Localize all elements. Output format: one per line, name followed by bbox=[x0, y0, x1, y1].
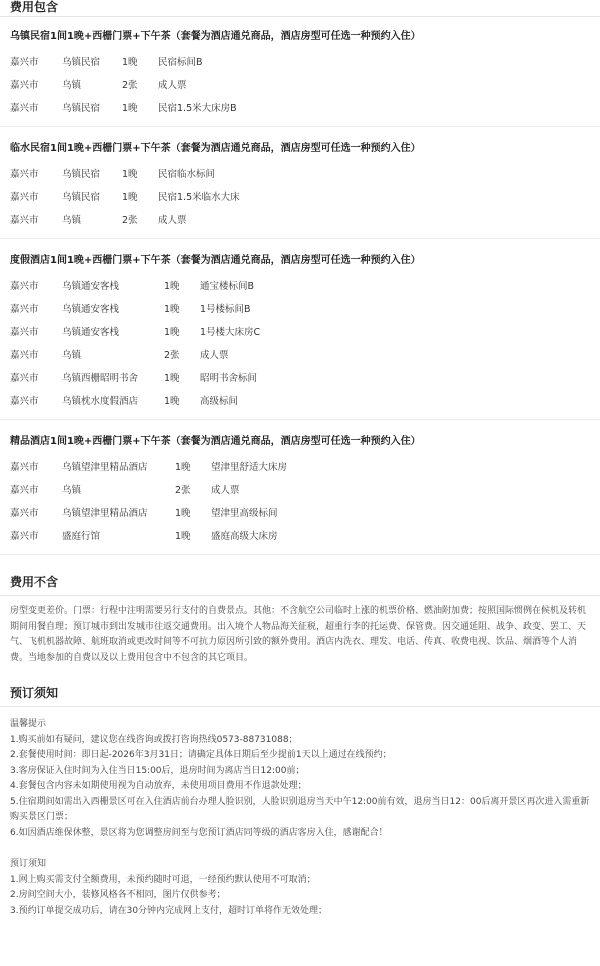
package-row: 嘉兴市 乌镇通安客栈 1晚 1号楼标间B bbox=[10, 304, 251, 315]
notice-item: 3.预约订单提交成功后，请在30分钟内完成网上支付，超时订单将作无效处理； bbox=[10, 905, 328, 916]
tip-item: 3.客房保证入住时间为入住当日15:00后，退房时间为离店当日12:00前； bbox=[10, 765, 305, 776]
excluded-text: 房型变更差价。门票：行程中注明需要另行支付的自费景点。其他：不含航空公司临时上涨的机票价格、燃油附加费；按照国际惯例在候机及转机期间用餐自理；预订城市到出发城市往返交通费用。出入境个人物品海关征税，超重行李的托运费、保管费。因交通延阻、战争、政变、罢工、天气、飞机机器故障、航班取消或更改时间等不可抗力原因所引致的额外费用。酒店内洗衣、理发、电话、传真、收费电视、饮品、烟酒等个人消费。当地参加的自费以及以上费用包含中不包含的其它项目。 bbox=[10, 606, 587, 663]
package-row: 嘉兴市 乌镇西栅昭明书舍 1晚 昭明书舍标间 bbox=[10, 373, 258, 384]
package-row: 嘉兴市 乌镇 2张 成人票 bbox=[10, 80, 187, 91]
package-title: 度假酒店1间1晚+西栅门票+下午茶（套餐为酒店通兑商品，酒店房型可任选一种预约入住） bbox=[10, 255, 421, 266]
package-title: 乌镇民宿1间1晚+西栅门票+下午茶（套餐为酒店通兑商品，酒店房型可任选一种预约入住） bbox=[10, 31, 421, 42]
package-row: 嘉兴市 乌镇民宿 1晚 民宿临水标间 bbox=[10, 169, 216, 180]
booking-tips bbox=[0, 717, 600, 841]
tips-heading: 温馨提示 bbox=[10, 719, 47, 729]
package-title: 精品酒店1间1晚+西栅门票+下午茶（套餐为酒店通兑商品，酒店房型可任选一种预约入住） bbox=[10, 436, 421, 447]
excluded-title: 费用不含 bbox=[0, 569, 600, 596]
tip-item: 1.购买前如有疑问，建议您在线咨询或拨打咨询热线0573-88731088； bbox=[10, 734, 298, 745]
package-title: 临水民宿1间1晚+西栅门票+下午茶（套餐为酒店通兑商品，酒店房型可任选一种预约入住） bbox=[10, 143, 421, 154]
included-title: 费用包含 bbox=[0, 0, 600, 17]
booking-notice bbox=[0, 857, 600, 919]
package-3 bbox=[0, 251, 600, 420]
package-2 bbox=[0, 139, 600, 239]
excluded-section bbox=[0, 569, 600, 666]
notice-item: 1.网上购买需支付全额费用，未预约随时可退，一经预约默认使用不可取消； bbox=[10, 874, 316, 885]
package-row: 嘉兴市 乌镇民宿 1晚 民宿1.5米临水大床 bbox=[10, 192, 240, 203]
tip-item: 4.套餐包含内容未如期使用视为自动放弃，未使用项目费用不作退款处理； bbox=[10, 781, 307, 791]
notice-item: 2.房间空间大小，装修风格各不相同，图片仅供参考； bbox=[10, 890, 226, 900]
package-row: 嘉兴市 乌镇民宿 1晚 民宿标间B bbox=[10, 57, 203, 68]
package-1 bbox=[0, 27, 600, 127]
booking-title: 预订须知 bbox=[0, 680, 600, 707]
tip-item: 2.套餐使用时间：即日起-2026年3月31日；请确定具体日期后至少提前1天以上通过在线预约； bbox=[10, 750, 392, 760]
package-row: 嘉兴市 乌镇通安客栈 1晚 1号楼大床房C bbox=[10, 327, 261, 338]
package-row: 嘉兴市 乌镇 2张 成人票 bbox=[10, 350, 229, 361]
package-row: 嘉兴市 乌镇民宿 1晚 民宿1.5米大床房B bbox=[10, 103, 237, 114]
package-row: 嘉兴市 乌镇通安客栈 1晚 通宝楼标间B bbox=[10, 281, 255, 292]
package-row: 嘉兴市 乌镇 2张 成人票 bbox=[10, 485, 240, 496]
package-4 bbox=[0, 432, 600, 555]
tip-item: 5.住宿期间如需出入西栅景区可在入住酒店前台办理人脸识别，人脸识别退房当天中午12:00前有效，退房当日12：00后离开景区再次进入需重新购买景区门票； bbox=[10, 796, 590, 822]
package-row: 嘉兴市 乌镇 2张 成人票 bbox=[10, 215, 187, 226]
package-row: 嘉兴市 乌镇枕水度假酒店 1晚 高级标间 bbox=[10, 396, 239, 407]
package-row: 嘉兴市 盛庭行馆 1晚 盛庭高级大床房 bbox=[10, 531, 278, 542]
package-row: 嘉兴市 乌镇望津里精品酒店 1晚 望津里舒适大床房 bbox=[10, 462, 288, 473]
package-row: 嘉兴市 乌镇望津里精品酒店 1晚 望津里高级标间 bbox=[10, 508, 278, 519]
notice-heading: 预订须知 bbox=[10, 859, 47, 869]
booking-section bbox=[0, 680, 600, 919]
tip-item: 6.如因酒店维保休整，景区将为您调整房间至与您预订酒店同等级的酒店客房入住，感谢配合！ bbox=[10, 827, 388, 838]
